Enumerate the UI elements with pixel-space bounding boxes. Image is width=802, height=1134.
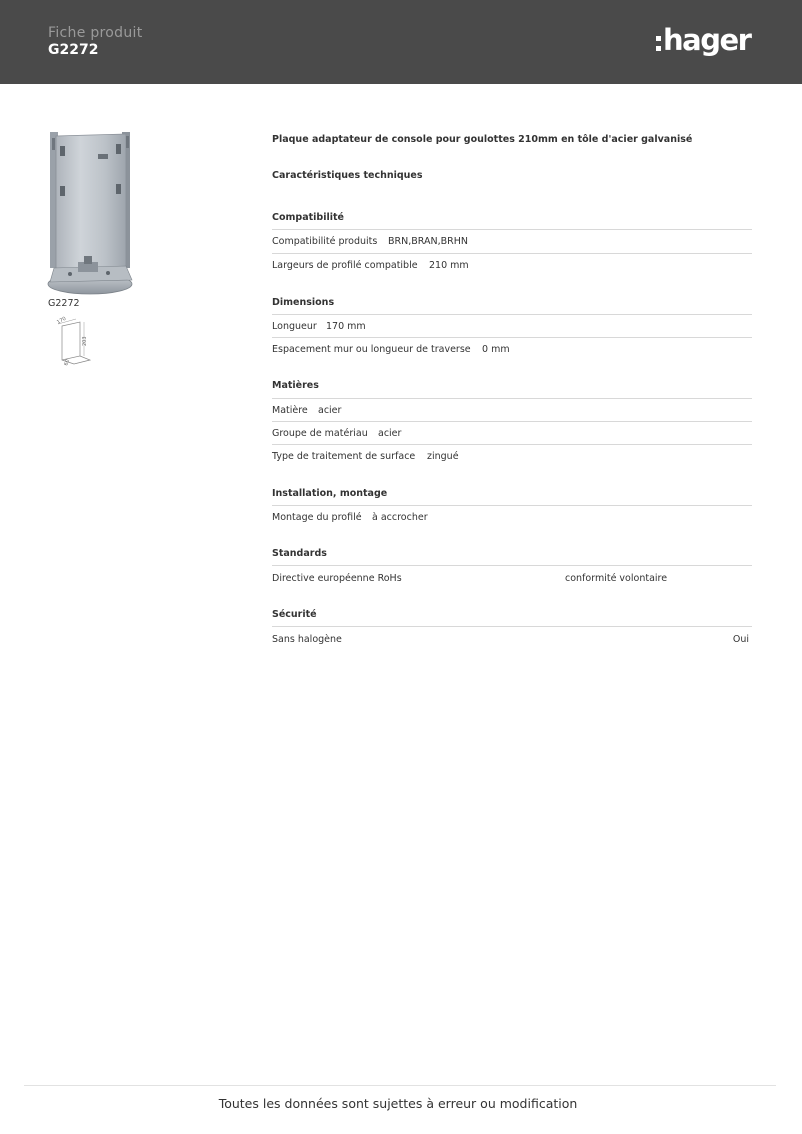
spec-value: acier — [378, 428, 402, 439]
logo-dots-icon — [656, 23, 661, 57]
product-dimension-drawing — [52, 316, 92, 370]
spec-value: conformité volontaire — [565, 573, 668, 584]
spec-value: Oui — [732, 634, 749, 645]
spec-value: à accrocher — [372, 512, 428, 523]
section-title-matieres: Matières — [272, 380, 319, 391]
spec-row — [272, 253, 752, 276]
section-title-installation: Installation, montage — [272, 488, 388, 499]
dimension-drawing-icon — [52, 316, 92, 366]
spec-row — [272, 398, 752, 421]
spec-value: acier — [318, 405, 342, 416]
section-title-securite: Sécurité — [272, 609, 317, 620]
header-kicker: Fiche produit — [48, 25, 143, 41]
spec-label: Longueur — [272, 321, 317, 332]
spec-row — [272, 505, 752, 528]
footer-disclaimer: Toutes les données sont sujettes à erreur ou modification — [218, 1096, 578, 1111]
logo-text: hager — [663, 23, 751, 57]
product-title: Plaque adaptateur de console pour goulottes 210mm en tôle d'acier galvanisé — [272, 134, 693, 145]
page-header — [0, 0, 802, 84]
spec-label: Groupe de matériau — [272, 428, 368, 439]
spec-row — [272, 421, 752, 444]
spec-row — [272, 565, 752, 590]
spec-label: Sans halogène — [272, 634, 342, 645]
hager-logo — [656, 22, 750, 58]
spec-row — [272, 626, 752, 651]
spec-label: Largeurs de profilé compatible — [272, 260, 418, 271]
spec-label: Compatibilité produits — [272, 236, 378, 247]
spec-label: Espacement mur ou longueur de traverse — [272, 344, 471, 355]
spec-row — [272, 314, 752, 337]
specs-heading: Caractéristiques techniques — [272, 170, 423, 181]
section-title-standards: Standards — [272, 548, 327, 559]
drawing-label-depth: 60 — [63, 358, 72, 366]
spec-row — [272, 229, 752, 252]
spec-value: 170 mm — [326, 321, 366, 332]
section-title-dimensions: Dimensions — [272, 297, 335, 308]
section-title-compatibilite: Compatibilité — [272, 212, 344, 223]
product-photo — [46, 128, 138, 300]
spec-value: 210 mm — [429, 260, 469, 271]
spec-label: Type de traitement de surface — [272, 451, 416, 462]
spec-value: 0 mm — [482, 344, 510, 355]
mounting-plate-photo-icon — [46, 128, 138, 296]
spec-row — [272, 337, 752, 360]
spec-value: BRN,BRAN,BRHN — [388, 236, 468, 247]
footer-divider — [24, 1085, 776, 1086]
drawing-label-height: 203 — [82, 336, 88, 346]
product-image-caption: G2272 — [48, 298, 80, 309]
spec-value: zingué — [427, 451, 459, 462]
spec-row — [272, 444, 752, 467]
spec-label: Directive européenne RoHs — [272, 573, 402, 584]
drawing-label-width: 170 — [56, 316, 68, 326]
header-product-reference: G2272 — [48, 42, 99, 58]
spec-label: Matière — [272, 405, 308, 416]
spec-label: Montage du profilé — [272, 512, 362, 523]
